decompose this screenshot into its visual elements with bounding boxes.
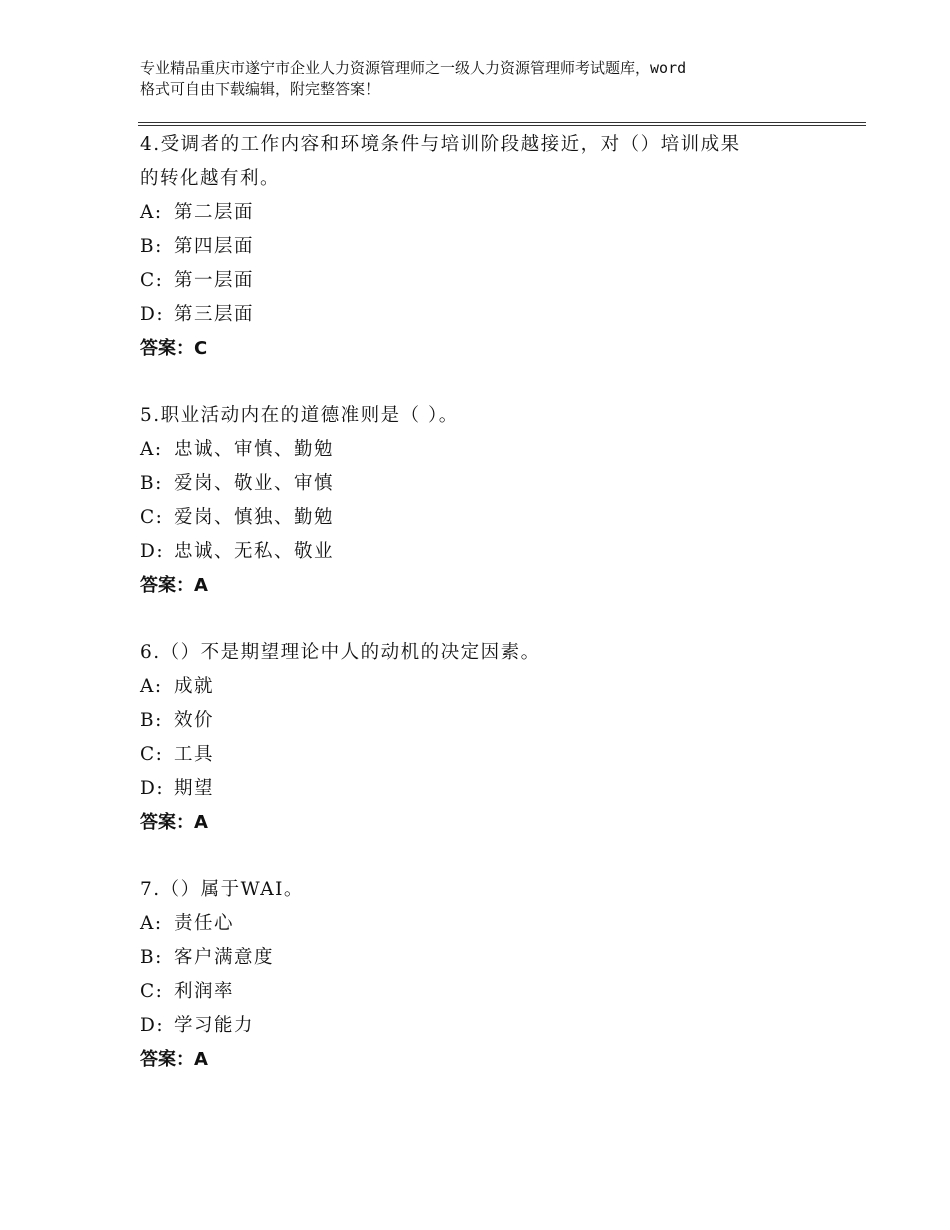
header-line-1: 专业精品重庆市遂宁市企业人力资源管理师之一级人力资源管理师考试题库，word	[140, 59, 687, 77]
option-d	[140, 535, 840, 569]
option-c	[140, 501, 840, 535]
question-stem-line-1: 7.（）属于WAI。	[140, 879, 304, 900]
option-letter: A:	[140, 202, 163, 223]
option-letter: B:	[140, 710, 163, 731]
option-letter: B:	[140, 947, 163, 968]
answer-label: 答案：A	[140, 812, 208, 833]
question-stem-line-2: 的转化越有利。	[140, 168, 281, 189]
question-stem-line-1: 4.受调者的工作内容和环境条件与培训阶段越接近，对（）培训成果	[140, 134, 741, 155]
option-text: 忠诚、审慎、勤勉	[174, 439, 335, 460]
option-text: 客户满意度	[174, 947, 275, 968]
answer-label: 答案：A	[140, 575, 208, 596]
option-b	[140, 941, 840, 975]
question-5	[140, 399, 840, 603]
header-line-2: 格式可自由下载编辑，附完整答案！	[140, 80, 381, 98]
option-text: 学习能力	[174, 1015, 255, 1036]
option-letter: C:	[140, 507, 164, 528]
option-letter: D:	[140, 541, 165, 562]
question-stem	[140, 128, 805, 196]
option-d	[140, 1009, 840, 1043]
answer-label: 答案：C	[140, 338, 208, 359]
option-letter: C:	[140, 744, 164, 765]
option-letter: A:	[140, 439, 163, 460]
option-letter: D:	[140, 304, 165, 325]
question-6	[140, 636, 840, 840]
question-4	[140, 128, 840, 366]
option-text: 效价	[174, 710, 215, 731]
option-letter: A:	[140, 676, 163, 697]
question-stem-line-1: 5.职业活动内在的道德准则是（ ）。	[140, 405, 459, 426]
option-text: 工具	[174, 744, 215, 765]
option-letter: D:	[140, 1015, 165, 1036]
option-text: 爱岗、慎独、勤勉	[174, 507, 335, 528]
option-letter: B:	[140, 473, 163, 494]
option-text: 第三层面	[174, 304, 255, 325]
option-text: 爱岗、敬业、审慎	[174, 473, 335, 494]
option-a	[140, 907, 840, 941]
question-stem	[140, 873, 805, 907]
option-text: 忠诚、无私、敬业	[174, 541, 335, 562]
question-stem	[140, 399, 805, 433]
option-letter: B:	[140, 236, 163, 257]
option-b	[140, 230, 840, 264]
option-text: 成就	[174, 676, 215, 697]
option-text: 期望	[174, 778, 215, 799]
header-divider	[138, 122, 866, 126]
question-stem-line-1: 6.（）不是期望理论中人的动机的决定因素。	[140, 642, 541, 663]
option-d	[140, 298, 840, 332]
option-letter: D:	[140, 778, 165, 799]
option-text: 第二层面	[174, 202, 255, 223]
option-b	[140, 467, 840, 501]
answer-label: 答案：A	[140, 1049, 208, 1070]
option-text: 利润率	[174, 981, 235, 1002]
option-b	[140, 704, 840, 738]
option-c	[140, 264, 840, 298]
option-text: 第一层面	[174, 270, 255, 291]
option-text: 第四层面	[174, 236, 255, 257]
option-letter: C:	[140, 270, 164, 291]
option-a	[140, 196, 840, 230]
option-d	[140, 772, 840, 806]
document-header	[140, 58, 840, 100]
question-list	[140, 128, 840, 1110]
option-c	[140, 975, 840, 1009]
option-a	[140, 670, 840, 704]
option-letter: A:	[140, 913, 163, 934]
question-stem	[140, 636, 805, 670]
option-text: 责任心	[174, 913, 235, 934]
option-c	[140, 738, 840, 772]
question-7	[140, 873, 840, 1077]
option-letter: C:	[140, 981, 164, 1002]
option-a	[140, 433, 840, 467]
